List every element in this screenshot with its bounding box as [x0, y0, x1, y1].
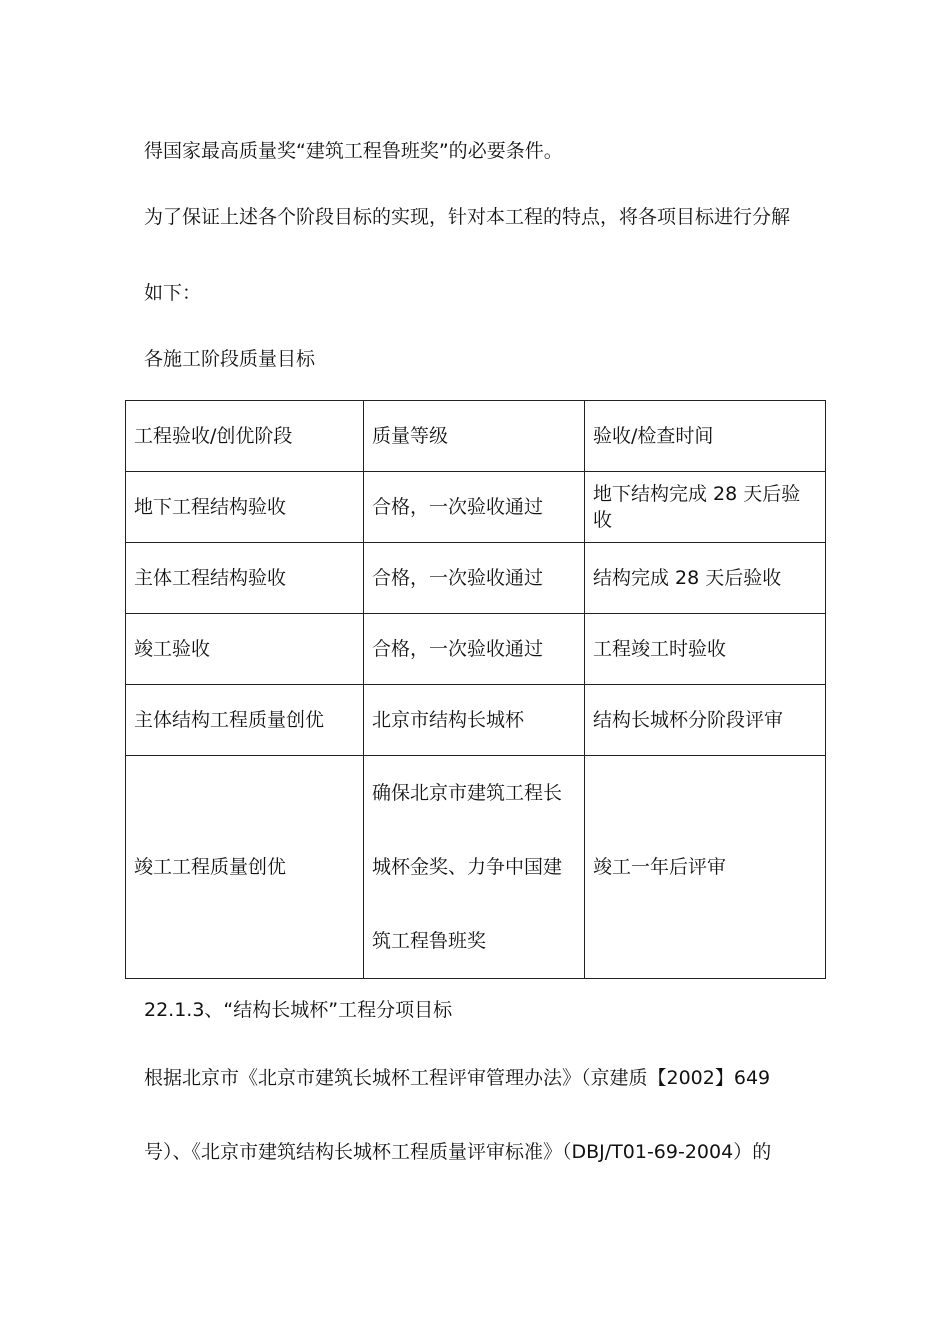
section-heading: 22.1.3、“结构长城杯”工程分项目标 [144, 999, 453, 1021]
table-cell: 主体结构工程质量创优 [126, 685, 364, 756]
table-cell: 合格，一次验收通过 [364, 614, 585, 685]
table-row [126, 756, 826, 979]
table-cell: 验收/检查时间 [585, 401, 826, 472]
table-cell: 北京市结构长城杯 [364, 685, 585, 756]
body-paragraph: 如下： [144, 282, 202, 304]
table-cell: 竣工验收 [126, 614, 364, 685]
table-header-row [126, 401, 826, 472]
table-row [126, 543, 826, 614]
quality-goals-table [125, 400, 826, 979]
table-row [126, 614, 826, 685]
body-paragraph: 根据北京市《北京市建筑长城杯工程评审管理办法》（京建质【2002】649 [144, 1067, 771, 1089]
body-paragraph: 为了保证上述各个阶段目标的实现，针对本工程的特点，将各项目标进行分解 [144, 206, 791, 228]
table-cell: 地下工程结构验收 [126, 472, 364, 543]
table-cell: 合格，一次验收通过 [364, 543, 585, 614]
table-cell: 质量等级 [364, 401, 585, 472]
table-cell-multiline [364, 756, 585, 979]
table-cell: 主体工程结构验收 [126, 543, 364, 614]
body-paragraph: 得国家最高质量奖“建筑工程鲁班奖”的必要条件。 [144, 140, 563, 162]
table-cell: 竣工一年后评审 [585, 756, 826, 979]
cell-line: 筑工程鲁班奖 [372, 930, 487, 952]
table-cell: 地下结构完成 28 天后验收 [585, 472, 826, 543]
cell-line: 确保北京市建筑工程长 [372, 782, 563, 804]
table-caption: 各施工阶段质量目标 [144, 348, 316, 370]
table-cell: 竣工工程质量创优 [126, 756, 364, 979]
table-row [126, 472, 826, 543]
table-cell: 工程验收/创优阶段 [126, 401, 364, 472]
table-row [126, 685, 826, 756]
body-paragraph: 号）、《北京市建筑结构长城杯工程质量评审标准》（DBJ/T01-69-2004）的 [144, 1141, 772, 1163]
cell-line: 城杯金奖、力争中国建 [372, 856, 563, 878]
table-cell: 结构完成 28 天后验收 [585, 543, 826, 614]
table-cell: 工程竣工时验收 [585, 614, 826, 685]
table-cell: 结构长城杯分阶段评审 [585, 685, 826, 756]
table-cell: 合格，一次验收通过 [364, 472, 585, 543]
